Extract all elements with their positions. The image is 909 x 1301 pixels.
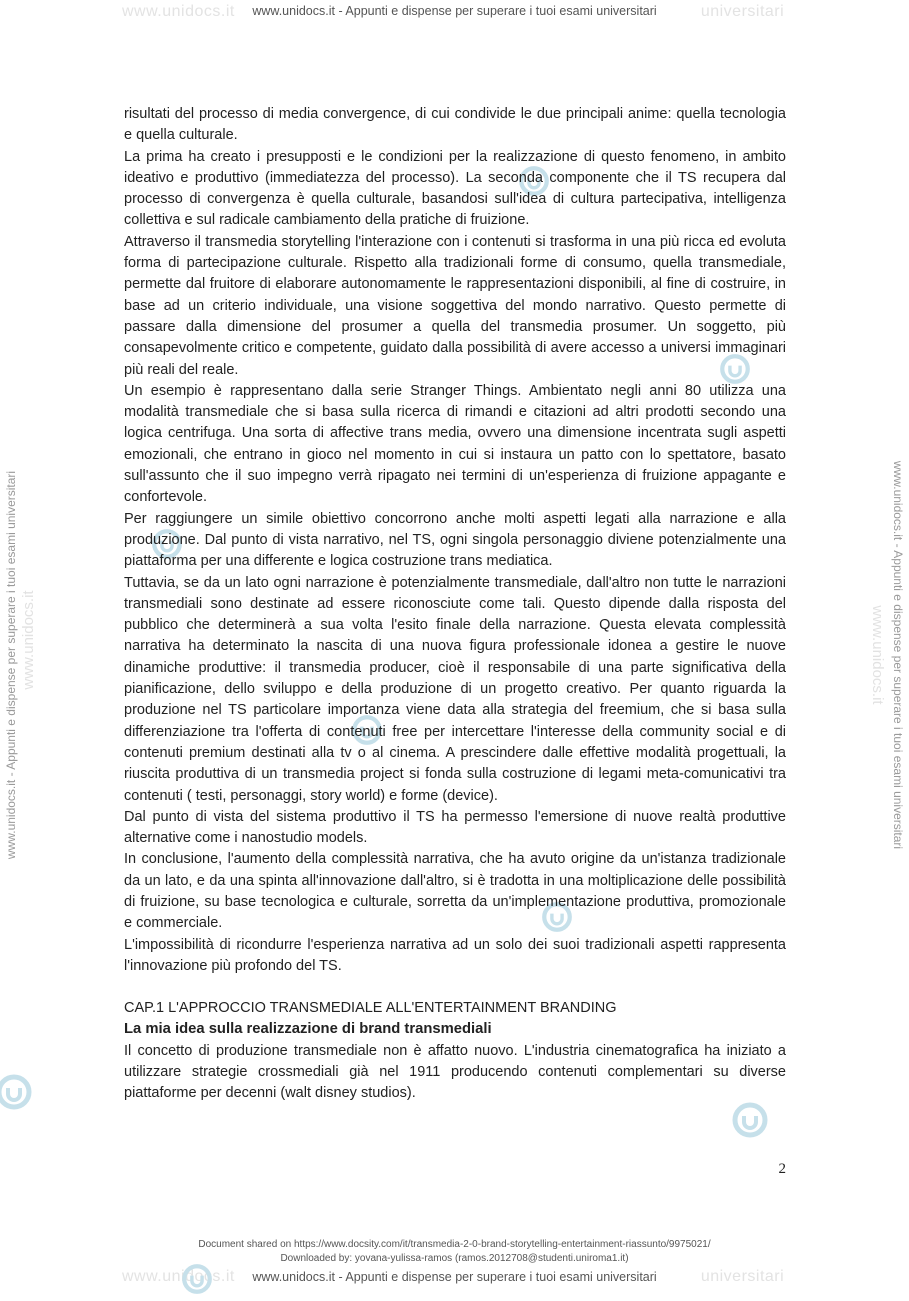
paragraph: La prima ha creato i presupposti e le condizioni per la realizzazione di questo fenomeno, in ambito ideativo e produttivo (immediatezza del processo). La seconda componente che il TS recupera dal processo di convergenza è quella culturale, basandosi sull'idea di cultura partecipativa, intelligenza collettiva e sul radicale cambiamento della pratiche di fruizione. — [124, 148, 786, 229]
unidocs-logo-icon — [0, 1072, 34, 1112]
paragraph: Per raggiungere un simile obiettivo concorrono anche molti aspetti legati alla narrazione e alla produzione. Dal punto di vista narrativo, nel TS, ogni singola personaggio diviene potenzialmente una piattaforma per una differente e logica costruzione trans mediatica. — [124, 510, 786, 570]
page-number: 2 — [778, 1161, 786, 1177]
unidocs-logo-icon — [180, 1262, 214, 1296]
watermark-right: www.unidocs.it - Appunti e dispense per superare i tuoi esami universitari — [891, 460, 905, 850]
document-body — [124, 104, 786, 1105]
watermark-left-faint: www.unidocs.it — [20, 590, 37, 690]
watermark-bottom: www.unidocs.it - Appunti e dispense per superare i tuoi esami universitari — [252, 1270, 657, 1284]
watermark-bottom-faint: www.unidocs.it universitari — [122, 1268, 785, 1285]
paragraph: Un esempio è rappresentano dalla serie Stranger Things. Ambientato negli anni 80 utilizza una modalità transmediale che si basa sulla ricerca di rimandi e citazioni ad altri prodotti secondo una logica centrifuga. Una sorta di affective trans media, ovvero una dimensione incentrata sugli aspetti emozionali, che entrano in gioco nel momento in cui si instaura un patto con lo spettatore, basato sull'assunto che il suo impegno verrà ripagato nei termini di un'esperienza di fruizione appagante e confortevole. — [124, 382, 786, 506]
paragraph: Dal punto di vista del sistema produttivo il TS ha permesso l'emersione di nuove realtà produttive alternative come i nanostudio models. — [124, 808, 786, 847]
footer-shared-link[interactable]: Document shared on https://www.docsity.com/it/transmedia-2-0-brand-storytelling-entertainment-riassunto/9975021/ — [198, 1239, 711, 1250]
paragraph: risultati del processo di media convergence, di cui condivide le due principali anime: quella tecnologia e quella culturale. — [124, 106, 786, 144]
section-heading: La mia idea sulla realizzazione di brand transmediali — [124, 1021, 492, 1038]
watermark-top: www.unidocs.it - Appunti e dispense per superare i tuoi esami universitari — [252, 4, 657, 18]
chapter-heading: CAP.1 L'APPROCCIO TRANSMEDIALE ALL'ENTERTAINMENT BRANDING — [124, 1000, 617, 1017]
unidocs-logo-icon — [730, 1100, 770, 1140]
paragraph: Il concetto di produzione transmediale non è affatto nuovo. L'industria cinematografica ha iniziato a utilizzare strategie crossmediali già nel 1911 producendo contenuti complementari su diverse piattaforme per decenni (walt disney studios). — [124, 1042, 786, 1102]
watermark-left: www.unidocs.it - Appunti e dispense per superare i tuoi esami universitari — [4, 470, 18, 860]
paragraph: Tuttavia, se da un lato ogni narrazione è potenzialmente transmediale, dall'altro non tutte le narrazioni transmediali sono destinate ad essere riconosciute come tali. Questo dipende dalla risposta del pubblico che determinerà a sua volta l'esito finale della narrazione. Questa elevata complessità narrativa ha determinato la nascita di una nuova figura professionale idonea a gestire le nuove dinamiche produttive: il transmedia producer, cioè il responsabile di una parte significativa della pianificazione, dello sviluppo e della produzione di un progetto creativo. Per quanto riguarda la produzione nel TS particolare importanza viene data alla strategia del freemium, che si basa sulla differenziazione tra l'offerta di contenuti free per intercettare l'interesse della community social e di contenuti premium destinati alla tv o al cinema. A prescindere dalle effettive modalità progettuali, la riuscita produttiva di un transmedia project si fonda sulla costruzione di legami meta-comunicativi tra contenuti ( testi, personaggi, story world) e forme (device). — [124, 574, 786, 804]
paragraph: L'impossibilità di ricondurre l'esperienza narrativa ad un solo dei suoi tradizionali aspetti rappresenta l'innovazione più profondo del TS. — [124, 936, 786, 974]
watermark-top-faint: www.unidocs.it universitari — [122, 3, 785, 20]
paragraph: Attraverso il transmedia storytelling l'interazione con i contenuti si trasforma in una più ricca ed evoluta forma di partecipazione culturale. Rispetto alla tradizionali forme di consumo, quella transmediale, permette dal fruitore di elaborare autonomamente le rappresentazioni disponibili, al fine di costruire, in base ad un criterio individuale, una visione soggettiva del mondo narrativo. Questo permette di passare dalla dimensione del prosumer a quella del transmedia prosumer. Un soggetto, più consapevolmente critico e competente, guidato dalla possibilità di avere accesso a universi immaginari più reali del reale. — [124, 233, 786, 378]
watermark-right-faint: www.unidocs.it — [869, 605, 886, 705]
paragraph: In conclusione, l'aumento della complessità narrativa, che ha avuto origine da un'istanza tradizionale da un lato, e da una spinta all'innovazione dall'altro, si è tradotta in una moltiplicazione delle possibilità di fruizione, su base tecnologica e culturale, sorretta da un'implementazione produttiva, promozionale e commerciale. — [124, 851, 786, 932]
footer-downloaded-by: Downloaded by: yovana-yulissa-ramos (ramos.2012708@studenti.uniroma1.it) — [280, 1253, 629, 1264]
